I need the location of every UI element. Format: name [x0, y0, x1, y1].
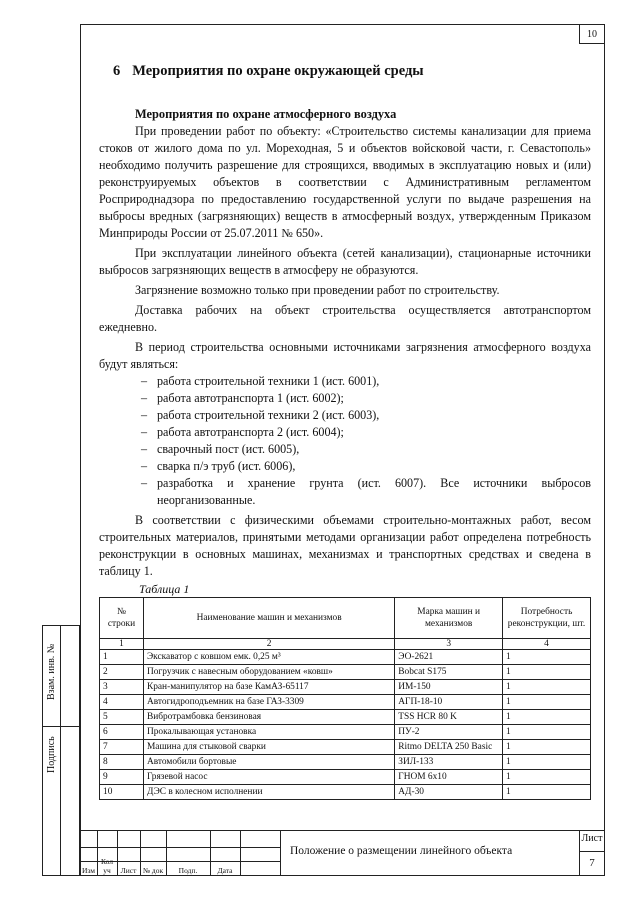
machine-name-cell: Кран-манипулятор на базе КамАЗ-65117 [143, 680, 394, 695]
column-header: Марка машин и механизмов [395, 598, 503, 639]
row-number-cell: 1 [100, 650, 144, 665]
column-header: Потребность реконструкции, шт. [503, 598, 591, 639]
table-row [100, 785, 591, 800]
machinery-table [99, 597, 591, 800]
page-frame [80, 24, 605, 876]
paragraph: При эксплуатации линейного объекта (сетей канализации), стационарные источники выбросов загрязняющих веществ в атмосферу не образуются. [99, 246, 591, 277]
table-row [100, 755, 591, 770]
table-body [100, 650, 591, 800]
column-header: Наименование машин и механизмов [143, 598, 394, 639]
machine-name-cell: Экскаватор с ковшом емк. 0,25 м³ [143, 650, 394, 665]
sheet-label: Лист [581, 833, 603, 844]
table-row [100, 695, 591, 710]
column-index: 1 [100, 639, 144, 650]
paragraph: При проведении работ по объекту: «Строительство системы канализации для приема стоков от жилого дома по ул. Мореходная, 5 и объектов войсковой части, г. Севастополь» необходимо получить разрешение для строящихся, вводимых в эксплуатацию новых и (или) реконструируемых объектов в соответствии с Административным регламентом Росприроднадзора по предоставлению государственной услуги по выдаче разрешения на выбросы вредных (загрязняющих) веществ в атмосферный воздух, утвержденным Приказом Минприроды России от 25.07.2011 № 650». [99, 124, 591, 240]
column-index: 4 [503, 639, 591, 650]
table-row [100, 770, 591, 785]
table-row [100, 665, 591, 680]
table-caption: Таблица 1 [139, 582, 190, 596]
quantity-cell: 1 [503, 710, 591, 725]
quantity-cell: 1 [503, 785, 591, 800]
side-stamp [42, 625, 80, 876]
row-number-cell: 5 [100, 710, 144, 725]
title-block [80, 830, 605, 876]
column-index: 2 [143, 639, 394, 650]
table-row [100, 650, 591, 665]
section-number: 6 [113, 63, 121, 79]
machine-brand-cell: Ritmo DELTA 250 Basic [395, 740, 503, 755]
stamp-col-label: Лист [120, 866, 137, 875]
signature-label: Подпись [46, 736, 57, 773]
list-item: – работа строительной техники 1 (ист. 6001), [141, 373, 591, 390]
paragraph: Доставка рабочих на объект строительства осуществляется автотранспортом ежедневно. [99, 303, 591, 334]
machine-brand-cell: ПУ-2 [395, 725, 503, 740]
list-item: – работа автотранспорта 2 (ист. 6004); [141, 424, 591, 441]
document-title: Положение о размещении линейного объекта [290, 845, 513, 857]
emission-sources-list [99, 373, 591, 509]
list-item: – работа строительной техники 2 (ист. 6003), [141, 407, 591, 424]
machine-name-cell: Вибротрамбовка бензиновая [143, 710, 394, 725]
machine-brand-cell: ЗИЛ-133 [395, 755, 503, 770]
machine-brand-cell: ГНОМ 6х10 [395, 770, 503, 785]
section-heading [113, 63, 591, 80]
machine-name-cell: Автомобили бортовые [143, 755, 394, 770]
sheet-number: 7 [589, 857, 595, 869]
quantity-cell: 1 [503, 740, 591, 755]
machine-name-cell: Прокалывающая установка [143, 725, 394, 740]
quantity-cell: 1 [503, 695, 591, 710]
row-number-cell: 3 [100, 680, 144, 695]
quantity-cell: 1 [503, 680, 591, 695]
machine-brand-cell: АГП-18-10 [395, 695, 503, 710]
machine-name-cell: Грязевой насос [143, 770, 394, 785]
machine-name-cell: Автогидроподъемник на базе ГАЗ-3309 [143, 695, 394, 710]
row-number-cell: 8 [100, 755, 144, 770]
subsection-heading: Мероприятия по охране атмосферного воздуха [135, 107, 397, 121]
machine-name-cell: ДЭС в колесном исполнении [143, 785, 394, 800]
row-number-cell: 4 [100, 695, 144, 710]
machine-brand-cell: ИМ-150 [395, 680, 503, 695]
quantity-cell: 1 [503, 755, 591, 770]
column-index: 3 [395, 639, 503, 650]
table-row [100, 680, 591, 695]
paragraph: В соответствии с физическими объемами строительно-монтажных работ, весом строительных материалов, принятыми методами организации работ определена потребность реконструкции в основных машинах, механизмах и транспортных средствах и сведена в таблицу 1. [99, 513, 591, 578]
machine-brand-cell: Bobcat S175 [395, 665, 503, 680]
table-row [100, 740, 591, 755]
row-number-cell: 6 [100, 725, 144, 740]
machine-brand-cell: TSS HCR 80 K [395, 710, 503, 725]
list-item: – сварка п/э труб (ист. 6006), [141, 458, 591, 475]
stamp-col-label: Изм [81, 866, 96, 875]
list-item: – разработка и хранение грунта (ист. 6007). Все источники выбросов неорганизованные. [141, 475, 591, 509]
quantity-cell: 1 [503, 770, 591, 785]
table-row [100, 710, 591, 725]
section-title: Мероприятия по охране окружающей среды [132, 63, 424, 79]
column-header: № строки [100, 598, 144, 639]
list-item: – сварочный пост (ист. 6005), [141, 441, 591, 458]
paragraph: Загрязнение возможно только при проведении работ по строительству. [135, 283, 500, 297]
table-row [100, 725, 591, 740]
machine-brand-cell: ЭО-2621 [395, 650, 503, 665]
paragraph: В период строительства основными источниками загрязнения атмосферного воздуха будут являться: [99, 340, 591, 371]
row-number-cell: 9 [100, 770, 144, 785]
replacement-inventory-label: Взам. инв. № [46, 643, 57, 700]
quantity-cell: 1 [503, 725, 591, 740]
quantity-cell: 1 [503, 650, 591, 665]
stamp-col-label: Дата [217, 866, 233, 875]
stamp-col-label: Кол уч [100, 857, 114, 875]
list-item: – работа автотранспорта 1 (ист. 6002); [141, 390, 591, 407]
machine-name-cell: Машина для стыковой сварки [143, 740, 394, 755]
stamp-col-label: № док [142, 866, 164, 875]
page-number: 10 [579, 24, 605, 44]
row-number-cell: 10 [100, 785, 144, 800]
row-number-cell: 2 [100, 665, 144, 680]
stamp-col-label: Подп. [178, 866, 198, 875]
machine-brand-cell: АД-30 [395, 785, 503, 800]
document-body [99, 63, 591, 800]
quantity-cell: 1 [503, 665, 591, 680]
machine-name-cell: Погрузчик с навесным оборудованием «ковш» [143, 665, 394, 680]
row-number-cell: 7 [100, 740, 144, 755]
